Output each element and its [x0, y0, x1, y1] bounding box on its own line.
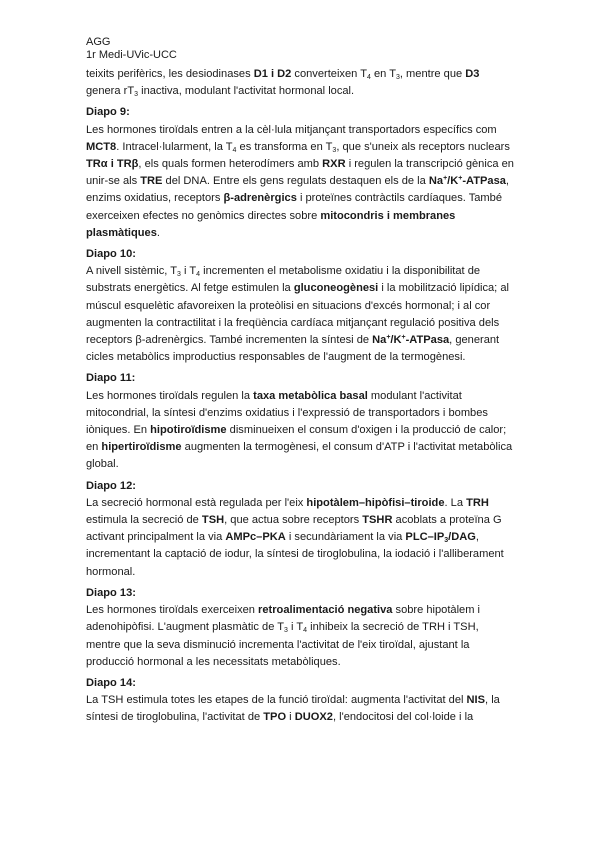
- superscript: +: [458, 175, 463, 183]
- text-run: i regulen la transcripció gènica en unir-se als: [86, 158, 514, 188]
- section-diapo-13: [86, 585, 514, 671]
- text-run: , generant cicles metabòlics improductius responsables de l'augment de la termogènesi.: [86, 334, 500, 364]
- bold-term: MCT8: [86, 140, 117, 153]
- text-run: , els quals formen heterodímers amb: [138, 158, 323, 171]
- text-run: -ATPasa: [405, 334, 450, 347]
- text-run: Na: [372, 334, 387, 347]
- text-run: i T: [287, 621, 304, 634]
- text-run: . La: [444, 496, 467, 509]
- text-run: i T: [180, 265, 197, 278]
- section-diapo-12: [86, 478, 514, 581]
- bold-term: TRH: [466, 496, 489, 509]
- bold-term: hipertiroïdisme: [101, 441, 182, 454]
- text-run: i secundàriament la via: [285, 531, 406, 544]
- text-run: A nivell sistèmic, T: [86, 265, 178, 278]
- section-paragraph: [86, 495, 514, 581]
- section-heading: Diapo 9:: [86, 106, 130, 119]
- subscript: 3: [284, 627, 288, 635]
- section-paragraph: [86, 263, 514, 366]
- page-header: [86, 36, 514, 62]
- subscript: 4: [232, 146, 237, 154]
- subscript: 3: [395, 74, 400, 81]
- bold-term: mitocondris i membranes plasmàtiques: [86, 209, 456, 239]
- section-heading: Diapo 14:: [86, 676, 136, 689]
- text-run: /K: [447, 175, 459, 188]
- section-diapo-10: [86, 246, 514, 366]
- text-run: , que actua sobre receptors: [224, 514, 363, 527]
- text-run: genera rT: [86, 85, 135, 98]
- superscript: +: [386, 334, 391, 342]
- text-run: , incrementant la captació de iodur, la síntesi de tiroglobulina, la iodació i l'alliberament hormonal.: [86, 531, 504, 578]
- subscript: 3: [134, 91, 139, 99]
- bold-term: TSHR: [362, 514, 393, 527]
- text-run: acoblats a proteïna G activant principalment la via: [86, 514, 502, 544]
- subscript: 3: [444, 537, 449, 545]
- section-heading: Diapo 12:: [86, 479, 136, 492]
- section-heading: Diapo 10:: [86, 248, 136, 261]
- text-run: -ATPasa: [462, 175, 506, 188]
- section-diapo-9: [86, 104, 514, 242]
- text-run: inhibeix la secreció de TRH i TSH, mentre que la seva disminució incrementa l'activitat de l'eix tiroïdal, ajustant la producció hormonal a les necessitats metabòliques.: [86, 621, 479, 668]
- bold-term: TRE: [140, 175, 163, 188]
- text-run: Les hormones tiroïdals regulen la: [86, 389, 254, 402]
- bold-term: [372, 334, 449, 346]
- bold-term: D3: [465, 68, 480, 80]
- bold-term: [429, 175, 506, 187]
- text-run: en T: [370, 68, 396, 80]
- text-run: , que s'uneix als receptors nuclears: [336, 140, 510, 153]
- text-run: La TSH estimula totes les etapes de la funció tiroïdal: augmenta l'activitat del: [86, 694, 467, 707]
- text-run: teixits perifèrics, les desiodinases: [86, 68, 254, 80]
- section-heading: Diapo 11:: [86, 372, 136, 385]
- text-run: i la mobilització lipídica; al múscul esquelètic afavoreixen la proteòlisi en situacions d'excés hormonal; i al cor augmenten la contractilitat i la freqüència cardíaca mitjançant regulació positiva dels receptors β-adrenèrgics. També incrementen la síntesi de: [86, 282, 509, 347]
- bold-term: retroalimentació negativa: [258, 604, 393, 617]
- text-run: . Intracel·lularment, la T: [116, 140, 233, 153]
- text-run: La secreció hormonal està regulada per l'eix: [86, 496, 307, 509]
- text-run: augmenten la termogènesi, el consum d'ATP i l'activitat metabòlica global.: [86, 441, 513, 471]
- bold-term: gluconeogènesi: [293, 282, 379, 295]
- section-paragraph: [86, 692, 514, 726]
- text-run: Na: [428, 175, 444, 188]
- author-initials: AGG: [86, 36, 111, 48]
- subscript: 4: [303, 627, 308, 635]
- bold-term: [405, 531, 475, 543]
- bold-term: TSH: [201, 514, 225, 527]
- bold-term: hipotàlem–hipòfisi–tiroide: [306, 496, 445, 509]
- text-run: /K: [390, 334, 402, 347]
- section-paragraph: [86, 388, 514, 474]
- bold-term: TPO: [263, 711, 287, 724]
- bold-term: DUOX2: [294, 711, 333, 724]
- document-body: [86, 66, 514, 727]
- bold-term: β-adrenèrgics: [223, 192, 297, 205]
- text-run: , la síntesi de tiroglobulina, l'activitat de: [86, 694, 500, 724]
- subscript: 3: [177, 271, 181, 279]
- intro-paragraph: [86, 66, 514, 100]
- bold-term: taxa metabòlica basal: [253, 389, 368, 402]
- text-run: PLC–IP: [405, 531, 445, 544]
- text-run: Les hormones tiroïdals entren a la cèl·lula mitjançant transportadors específics com: [86, 123, 497, 136]
- section-diapo-11: [86, 370, 514, 473]
- text-run: estimula la secreció de: [86, 514, 202, 527]
- text-run: , mentre que: [399, 68, 466, 80]
- text-run: disminueixen el consum d'oxigen i la producció de calor; en: [86, 424, 507, 454]
- text-run: sobre hipotàlem i adenohipòfisi. L'augment plasmàtic de T: [86, 604, 481, 634]
- text-run: , enzims oxidatius, receptors: [86, 175, 510, 205]
- section-diapo-14: [86, 675, 514, 727]
- text-run: converteixen T: [291, 68, 367, 80]
- subscript: 4: [366, 74, 371, 81]
- subscript: 4: [196, 271, 201, 279]
- text-run: i: [286, 711, 295, 724]
- text-run: modulant l'activitat mitocondrial, la síntesi d'enzims oxidatius i l'expressió de transportadors i bombes iòniques. En: [86, 389, 488, 437]
- text-run: del DNA. Entre els gens regulats destaquen els de la: [162, 175, 429, 188]
- bold-term: RXR: [322, 158, 346, 171]
- section-paragraph: [86, 122, 514, 242]
- bold-term: AMPc–PKA: [225, 531, 286, 544]
- text-run: .: [156, 226, 160, 239]
- superscript: +: [443, 175, 448, 183]
- text-run: /DAG: [448, 531, 476, 544]
- section-heading: Diapo 13:: [86, 586, 136, 599]
- section-paragraph: [86, 602, 514, 671]
- text-run: es transforma en T: [236, 140, 333, 153]
- superscript: +: [401, 334, 406, 342]
- subscript: 3: [332, 146, 337, 154]
- bold-term: D1 i D2: [253, 68, 292, 80]
- bold-term: NIS: [466, 694, 486, 707]
- text-run: Les hormones tiroïdals exerceixen: [86, 604, 259, 617]
- text-run: , l'endocitosi del col·loide i la: [332, 711, 474, 724]
- text-run: incrementen el metabolisme oxidatiu i la disponibilitat de substrats energètics. Al fetge estimulen la: [86, 265, 481, 295]
- text-run: inactiva, modulant l'activitat hormonal local.: [138, 85, 355, 98]
- bold-term: hipotiroïdisme: [150, 424, 227, 437]
- text-run: i proteïnes contràctils cardíaques. També exerceixen efectes no genòmics directes sobre: [86, 192, 503, 222]
- bold-term: TRα i TRβ: [86, 158, 139, 171]
- course-label: 1r Medi-UVic-UCC: [86, 49, 177, 61]
